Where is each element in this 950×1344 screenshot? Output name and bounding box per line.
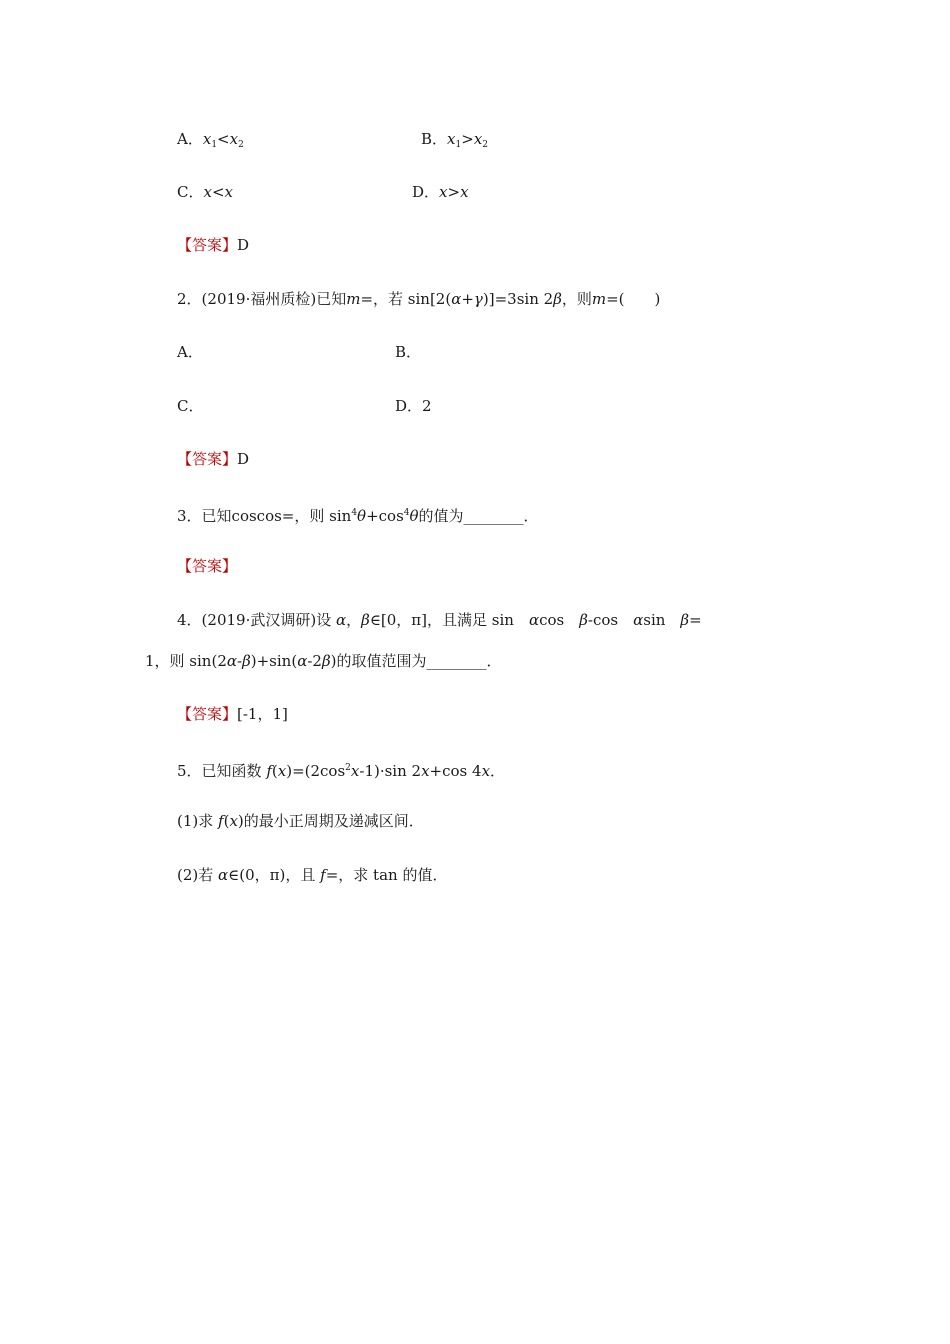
q1-option-d: D．x>x: [412, 183, 469, 201]
answer-tag: 【答案】: [177, 450, 238, 468]
q5-part2: (2)若 α∈(0，π)，且 f=，求 tan 的值．: [177, 866, 448, 884]
q2-option-c: C．: [177, 397, 204, 415]
q4-stem-line2: 1，则 sin(2α-β)+sin(α-2β)的取值范围为________．: [145, 652, 502, 670]
q4-answer: [177, 704, 288, 724]
answer-value: D: [237, 450, 250, 468]
q2-option-b: B．: [395, 343, 422, 361]
q1-option-a: A．$x_1<x_2$: [177, 130, 244, 150]
answer-value: [-1，1]: [237, 705, 288, 723]
q2-option-d: D．2: [395, 397, 432, 415]
q1-option-b: B．$x_1>x_2$: [421, 130, 489, 150]
q2-stem: 2．(2019·福州质检)已知m=，若 sin[2(α+γ)]=3sin 2β，则m=( ): [177, 290, 661, 308]
q1-option-c: C．x<x: [177, 183, 233, 201]
q1-answer: [177, 235, 249, 255]
q3-answer: [177, 556, 237, 576]
q4-stem-line1: 4．(2019·武汉调研)设 α，β∈[0，π]，且满足 sin αcos β-cos αsin β=: [177, 611, 702, 629]
answer-tag: 【答案】: [177, 557, 238, 575]
q5-part1: (1)求 f(x)的最小正周期及递减区间．: [177, 812, 424, 830]
q2-option-a: A．: [177, 343, 203, 361]
q3-stem: 3．已知coscos=，则 $\sin^4\theta+\cos^4\theta$的值为________．: [177, 507, 539, 525]
q2-answer: [177, 449, 249, 469]
answer-tag: 【答案】: [177, 705, 238, 723]
answer-tag: 【答案】: [177, 236, 238, 254]
answer-value: D: [237, 236, 250, 254]
q5-stem: 5．已知函数 $f(x)=(2\cos^2x-1)\cdot\sin$ 2x+cos 4x．: [177, 762, 506, 780]
